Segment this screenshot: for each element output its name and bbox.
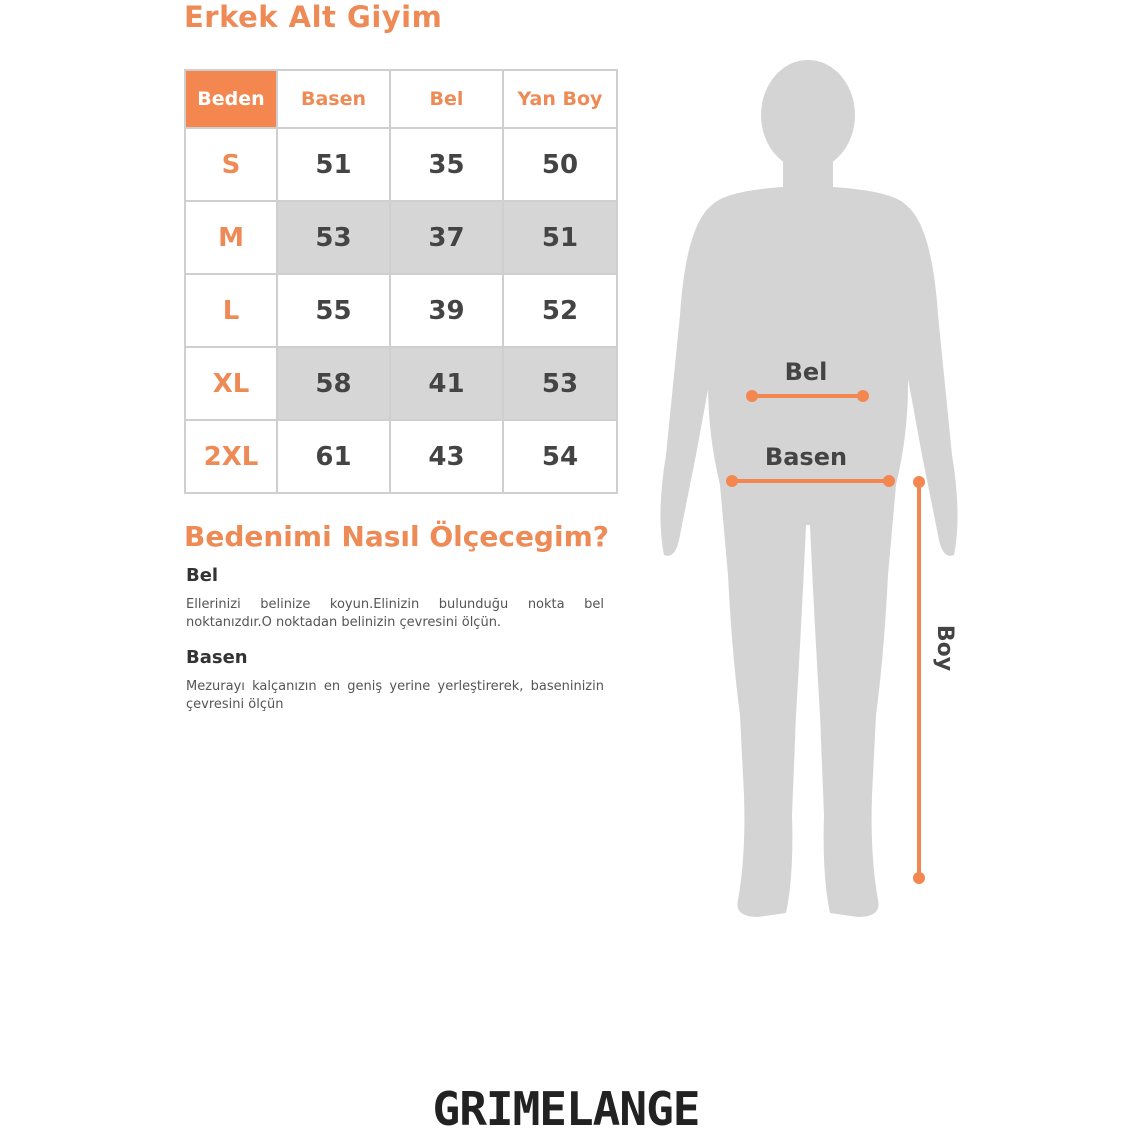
yan-boy-cell: 51 — [503, 201, 617, 274]
header-basen: Basen — [277, 70, 390, 128]
basen-cell: 53 — [277, 201, 390, 274]
size-table — [184, 69, 618, 494]
bel-subtitle: Bel — [186, 565, 219, 586]
yan-boy-cell: 54 — [503, 420, 617, 493]
basen-cell: 55 — [277, 274, 390, 347]
size-cell: L — [185, 274, 277, 347]
page-title: Erkek Alt Giyim — [184, 0, 443, 34]
table-row — [185, 420, 617, 493]
size-cell: S — [185, 128, 277, 201]
basen-cell: 61 — [277, 420, 390, 493]
table-row — [185, 201, 617, 274]
header-beden: Beden — [185, 70, 277, 128]
size-cell: XL — [185, 347, 277, 420]
basen-description: Mezurayı kalçanızın en geniş yerine yerleştirerek, baseninizin çevresini ölçün — [186, 679, 604, 712]
size-cell: 2XL — [185, 420, 277, 493]
basen-label: Basen — [764, 443, 848, 471]
how-to-measure-title: Bedenimi Nasıl Ölçecegim? — [184, 520, 609, 553]
table-header-row — [185, 70, 617, 128]
body-figure — [650, 55, 980, 935]
bel-cell: 41 — [390, 347, 503, 420]
table-row — [185, 128, 617, 201]
table-row — [185, 274, 617, 347]
size-cell: M — [185, 201, 277, 274]
bel-cell: 43 — [390, 420, 503, 493]
boy-label: Boy — [932, 624, 957, 672]
bel-cell: 35 — [390, 128, 503, 201]
header-bel: Bel — [390, 70, 503, 128]
yan-boy-cell: 50 — [503, 128, 617, 201]
yan-boy-cell: 52 — [503, 274, 617, 347]
bel-cell: 37 — [390, 201, 503, 274]
basen-cell: 58 — [277, 347, 390, 420]
header-yan-boy: Yan Boy — [503, 70, 617, 128]
bel-label: Bel — [784, 358, 828, 386]
bel-cell: 39 — [390, 274, 503, 347]
table-row — [185, 347, 617, 420]
basen-subtitle: Basen — [186, 647, 248, 668]
body-silhouette — [660, 60, 957, 917]
brand-logo: GRIMELANGE — [432, 1082, 700, 1136]
basen-cell: 51 — [277, 128, 390, 201]
yan-boy-cell: 53 — [503, 347, 617, 420]
bel-description: Ellerinizi belinize koyun.Elinizin bulunduğu nokta bel noktanızdır.O noktadan belinizin çevresini ölçün. — [186, 597, 604, 630]
